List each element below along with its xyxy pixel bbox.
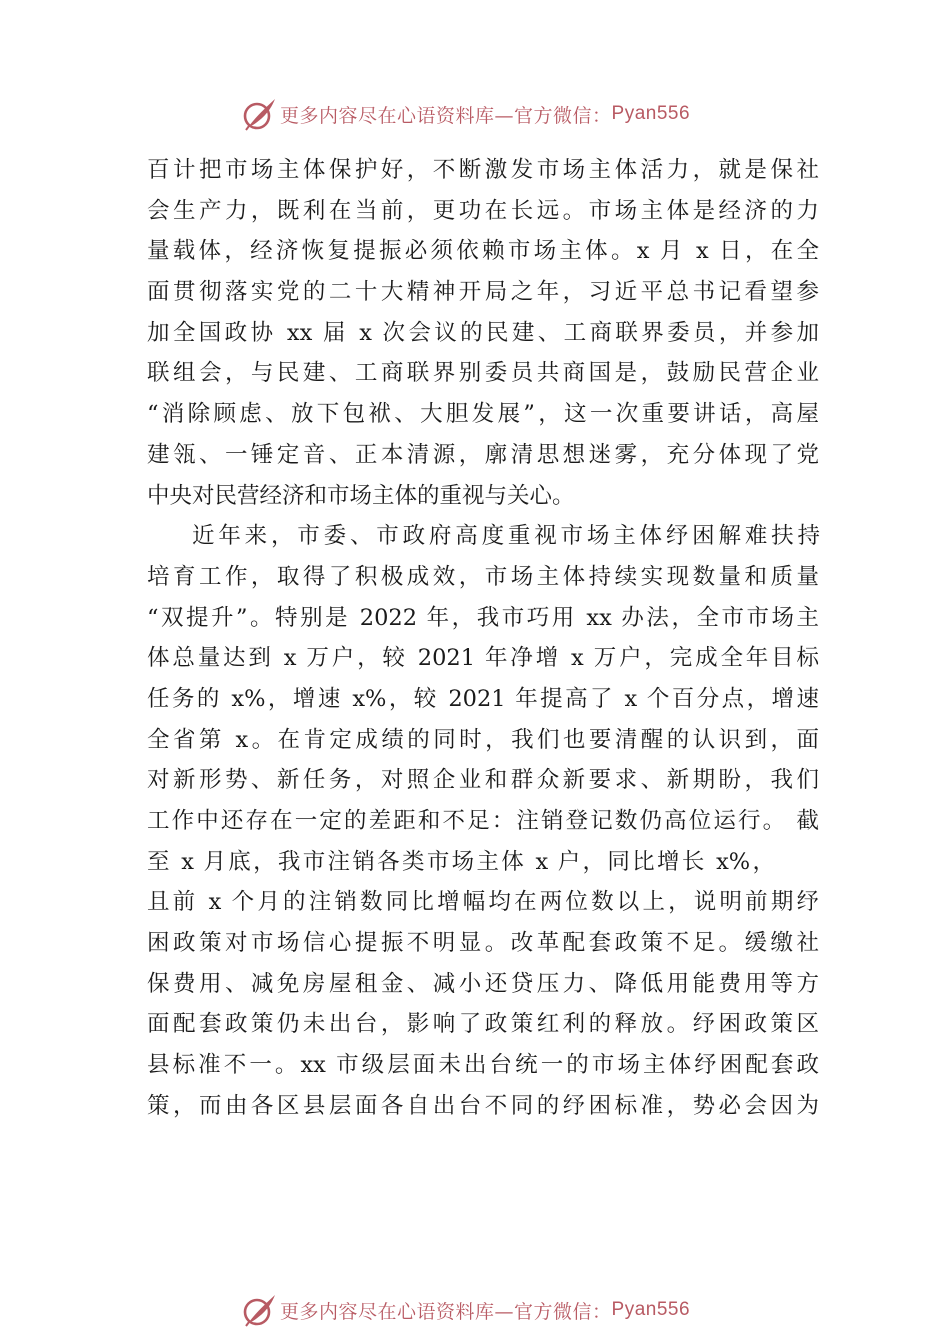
text-line: 面贯彻落实党的二十大精神开局之年，习近平总书记看望参 xyxy=(147,279,819,306)
watermark-text: 更多内容尽在心语资料库—官方微信： xyxy=(280,1300,612,1323)
text-line: 会生产力，既利在当前，更功在长远。市场主体是经济的力 xyxy=(147,197,819,224)
text-line: 联组会，与民建、工商联界别委员共商国是，鼓励民营企业 xyxy=(147,360,819,387)
text-line: 面配套政策仍未出台，影响了政策红利的释放。纾困政策区 xyxy=(147,1011,819,1038)
text-line: “双提升”。特别是 2022 年，我市巧用 xx 办法，全市市场主 xyxy=(147,604,819,631)
paragraph-first-line: 近年来，市委、市政府高度重视市场主体纾困解难扶持 xyxy=(192,523,820,550)
text-line: 百计把市场主体保护好，不断激发市场主体活力，就是保社 xyxy=(147,157,819,183)
text-line: 加全国政协 xx 届 x 次会议的民建、工商联界委员，并参加 xyxy=(147,319,819,346)
text-line: 全省第 x。在肯定成绩的同时，我们也要清醒的认识到，面 xyxy=(147,726,819,753)
text-line: 对新形势、新任务，对照企业和群众新要求、新期盼，我们 xyxy=(147,767,819,794)
watermark-text: 更多内容尽在心语资料库—官方微信： xyxy=(280,104,612,127)
text-line: 体总量达到 x 万户，较 2021 年净增 x 万户，完成全年目标 xyxy=(147,645,819,672)
watermark-banner-top xyxy=(0,94,950,134)
text-line: 保费用、减免房屋租金、减小还贷压力、降低用能费用等方 xyxy=(147,970,819,997)
document-body xyxy=(147,150,819,1127)
text-line: 且前 x 个月的注销数同比增幅均在两位数以上，说明前期纾 xyxy=(147,889,819,916)
watermark-wechat-id: Pyan556 xyxy=(611,103,691,124)
watermark-banner-bottom xyxy=(0,1290,950,1330)
text-line: 建瓴、一锤定音、正本清源，廓清思想迷雾，充分体现了党 xyxy=(147,441,819,468)
text-line: 困政策对市场信心提振不明显。改革配套政策不足。缓缴社 xyxy=(147,930,819,957)
text-line: 量载体，经济恢复提振必须依赖市场主体。x 月 x 日，在全 xyxy=(147,238,819,265)
quill-logo-icon xyxy=(240,95,278,133)
text-line: 中央对民营经济和市场主体的重视与关心。 xyxy=(147,482,575,509)
text-line: 策，而由各区县层面各自出台不同的纾困标准，势必会因为 xyxy=(147,1092,819,1119)
text-line: 任务的 x%，增速 x%，较 2021 年提高了 x 个百分点，增速 xyxy=(147,685,819,712)
text-line: 工作中还存在一定的差距和不足：注销登记数仍高位运行。 截 xyxy=(147,808,819,834)
text-line: “消除顾虑、放下包袱、大胆发展”，这一次重要讲话，高屋 xyxy=(147,401,819,428)
text-line: 至 x 月底，我市注销各类市场主体 x 户，同比增长 x%， xyxy=(147,848,775,875)
text-line: 县标准不一。xx 市级层面未出台统一的市场主体纾困配套政 xyxy=(147,1052,819,1079)
text-line: 培育工作，取得了积极成效，市场主体持续实现数量和质量 xyxy=(147,563,819,590)
watermark-wechat-id: Pyan556 xyxy=(611,1299,691,1320)
quill-logo-icon xyxy=(240,1291,278,1329)
